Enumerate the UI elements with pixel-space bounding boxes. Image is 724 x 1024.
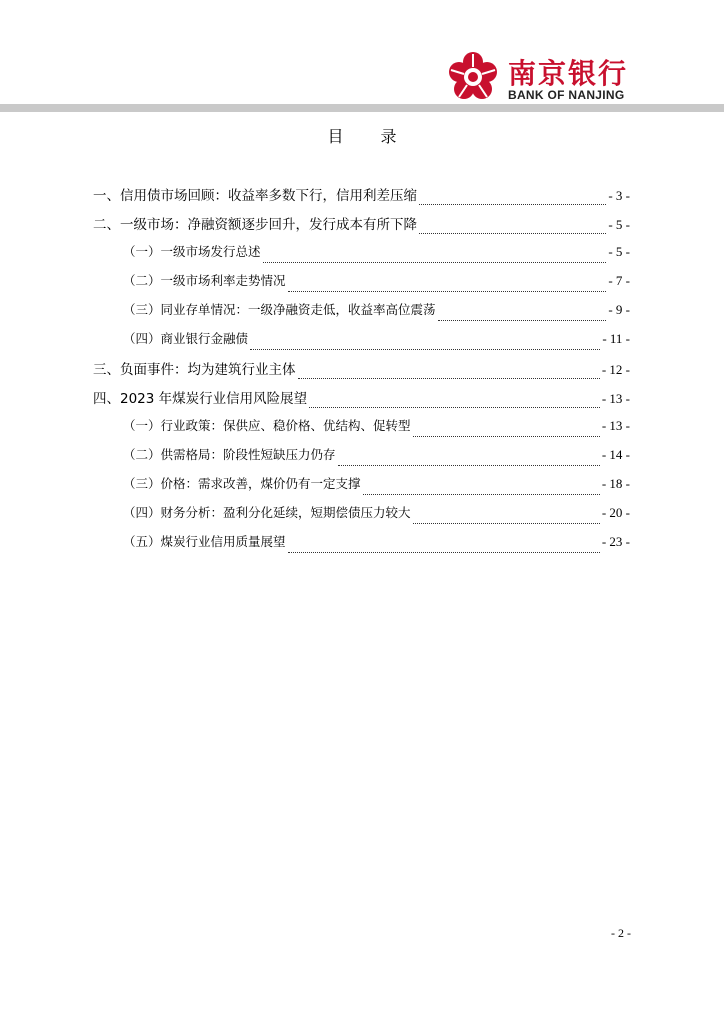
toc-leader-dots [338,464,600,466]
bank-name-en: BANK OF NANJING [508,88,625,102]
toc-entry[interactable] [93,445,630,474]
toc-leader-dots [309,406,600,408]
toc-entry[interactable] [93,358,630,387]
toc-entry-page: - 14 - [601,447,630,462]
toc-leader-dots [438,319,607,321]
toc-entry[interactable] [93,387,630,416]
toc-entry-label: （一）行业政策：保供应、稳价格、优结构、促转型 [123,418,411,433]
toc-entry-label: （五）煤炭行业信用质量展望 [123,534,286,549]
toc-entry[interactable] [93,503,630,532]
toc-entry-label: （四）商业银行金融债 [123,331,249,346]
header-divider [0,104,724,112]
bank-emblem-icon [446,50,500,104]
toc-entry-page: - 7 - [608,273,630,288]
toc-leader-dots [419,232,606,234]
toc-leader-dots [419,203,606,205]
toc-entry-label: （一）一级市场发行总述 [123,244,261,259]
toc-entry-page: - 11 - [602,331,630,346]
toc-entry-page: - 12 - [601,362,630,377]
toc-leader-dots [413,435,600,437]
toc-entry[interactable] [93,184,630,213]
bank-name-cn: 南京银行 [508,57,629,90]
toc-leader-dots [298,377,600,379]
toc-entry-page: - 18 - [601,476,630,491]
toc-entry-label: 二、一级市场：净融资额逐步回升，发行成本有所下降 [93,217,417,233]
toc-entry-page: - 13 - [601,391,630,406]
toc-entry[interactable] [93,474,630,503]
toc-entry-page: - 5 - [608,217,630,232]
toc-entry-page: - 3 - [608,188,630,203]
toc-leader-dots [413,522,600,524]
toc-title: 目 录 [327,127,413,146]
toc-entry-page: - 9 - [608,302,630,317]
toc-leader-dots [288,290,607,292]
toc-leader-dots [288,551,600,553]
toc-entry-page: - 23 - [601,534,630,549]
toc-entry-page: - 5 - [608,244,630,259]
toc-entry-label: 一、信用债市场回顾：收益率多数下行，信用利差压缩 [93,188,417,204]
toc-entry[interactable] [93,329,630,358]
toc-entry-label: 四、2023 年煤炭行业信用风险展望 [93,391,308,407]
bank-logo [446,50,636,106]
toc-entry[interactable] [93,213,630,242]
toc-leader-dots [263,261,607,263]
toc-leader-dots [250,348,600,350]
toc-entry[interactable] [93,416,630,445]
toc-entry-page: - 20 - [601,505,630,520]
toc-entry-label: （四）财务分析：盈利分化延续，短期偿债压力较大 [123,505,411,520]
toc-entry-page: - 13 - [601,418,630,433]
toc-entry[interactable] [93,300,630,329]
toc-entry-label: （三）同业存单情况：一级净融资走低，收益率高位震荡 [123,302,436,317]
toc-entry[interactable] [93,271,630,300]
toc-entry[interactable] [93,532,630,561]
toc-entry-label: （三）价格：需求改善，煤价仍有一定支撑 [123,476,361,491]
toc-entry[interactable] [93,242,630,271]
page-number: - 2 - [611,926,631,940]
toc-leader-dots [363,493,600,495]
table-of-contents [93,184,630,561]
toc-entry-label: 三、负面事件：均为建筑行业主体 [93,362,296,378]
toc-entry-label: （二）供需格局：阶段性短缺压力仍存 [123,447,336,462]
toc-entry-label: （二）一级市场利率走势情况 [123,273,286,288]
